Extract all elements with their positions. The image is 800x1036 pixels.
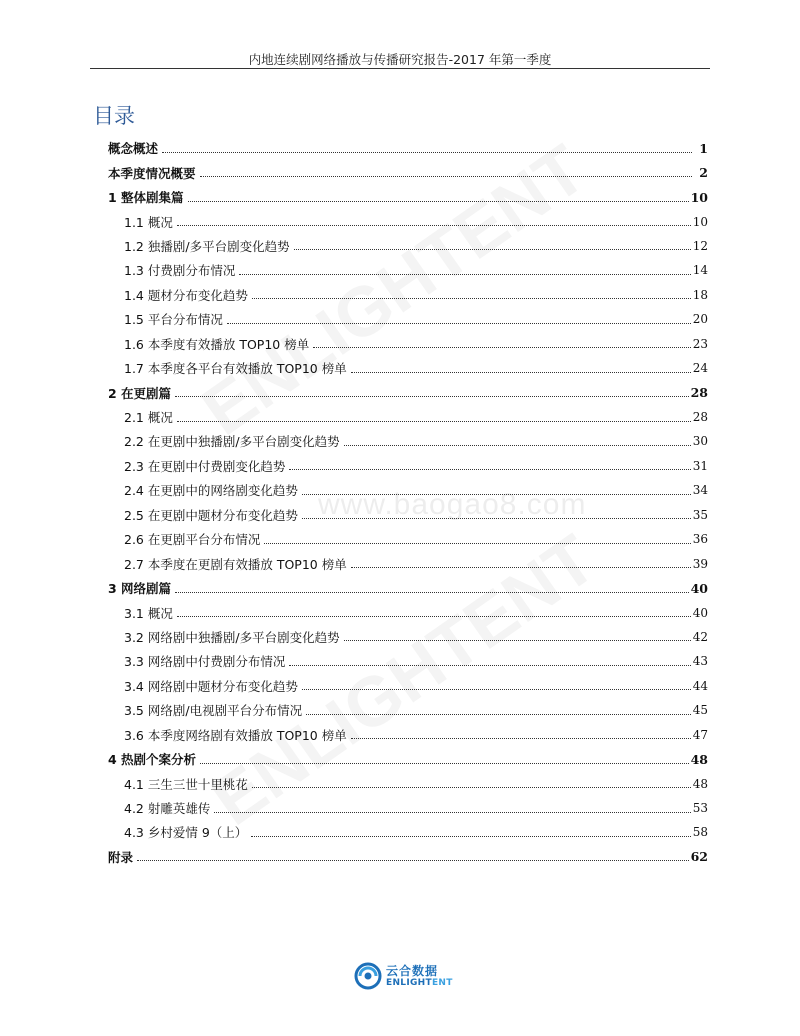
logo-swirl-icon (354, 962, 382, 990)
toc-dot-leader (289, 469, 690, 470)
toc-entry-title: 1.6 本季度有效播放 TOP10 榜单 (124, 336, 310, 352)
toc-entry[interactable] (108, 478, 708, 502)
toc-entry[interactable] (108, 160, 708, 184)
toc-dot-leader (302, 689, 691, 690)
toc-entry-page: 53 (692, 801, 708, 816)
toc-entry[interactable] (108, 258, 708, 282)
toc-entry-title: 3.3 网络剧中付费剧分布情况 (124, 654, 286, 670)
toc-entry-title: 2.7 本季度在更剧有效播放 TOP10 榜单 (124, 556, 347, 572)
toc-entry-page: 28 (690, 385, 708, 401)
toc-dot-leader (188, 201, 689, 202)
toc-entry-title: 3.5 网络剧/电视剧平台分布情况 (124, 703, 303, 719)
toc-entry-title: 1.1 概况 (124, 214, 173, 230)
toc-entry-page: 44 (692, 678, 708, 693)
toc-entry-page: 40 (690, 580, 708, 596)
toc-entry[interactable] (108, 576, 708, 600)
toc-dot-leader (351, 372, 691, 373)
toc-entry-title: 3 网络剧篇 (108, 581, 172, 597)
toc-dot-leader (214, 812, 690, 813)
toc-entry[interactable] (108, 625, 708, 649)
toc-dot-leader (306, 714, 691, 715)
toc-entry-page: 31 (692, 458, 708, 473)
toc-entry-page: 34 (692, 483, 708, 498)
toc-entry[interactable] (108, 185, 708, 209)
toc-dot-leader (137, 860, 689, 861)
toc-entry[interactable] (108, 845, 708, 869)
toc-entry-page: 18 (692, 287, 708, 302)
toc-entry-title: 附录 (108, 849, 134, 865)
toc-entry-page: 48 (690, 751, 708, 767)
toc-entry-title: 2.5 在更剧中题材分布变化趋势 (124, 507, 298, 523)
toc-entry-title: 3.1 概况 (124, 605, 173, 621)
toc-entry[interactable] (108, 454, 708, 478)
toc-dot-leader (177, 421, 691, 422)
toc-entry[interactable] (108, 332, 708, 356)
toc-entry-title: 2.2 在更剧中独播剧/多平台剧变化趋势 (124, 434, 340, 450)
toc-dot-leader (264, 543, 690, 544)
header-divider (90, 68, 710, 69)
toc-entry[interactable] (108, 698, 708, 722)
toc-dot-leader (175, 592, 689, 593)
toc-entry-page: 2 (699, 165, 708, 181)
toc-entry[interactable] (108, 771, 708, 795)
toc-dot-leader (294, 249, 691, 250)
toc-entry-title: 本季度情况概要 (108, 165, 196, 181)
toc-dot-leader (302, 518, 691, 519)
toc-dot-leader (252, 787, 691, 788)
toc-entry-page: 1 (699, 140, 708, 156)
toc-entry[interactable] (108, 405, 708, 429)
toc-entry-page: 48 (692, 776, 708, 791)
toc-entry[interactable] (108, 600, 708, 624)
toc-entry-title: 1.5 平台分布情况 (124, 312, 223, 328)
toc-entry[interactable] (108, 820, 708, 844)
toc-entry-title: 3.6 本季度网络剧有效播放 TOP10 榜单 (124, 727, 347, 743)
toc-entry[interactable] (108, 674, 708, 698)
page-header: 内地连续剧网络播放与传播研究报告-2017 年第一季度 (248, 52, 552, 67)
toc-entry-page: 43 (692, 654, 708, 669)
toc-entry-page: 47 (692, 727, 708, 742)
toc-entry-page: 14 (692, 263, 708, 278)
toc-entry-title: 1.3 付费剧分布情况 (124, 263, 236, 279)
toc-entry[interactable] (108, 649, 708, 673)
toc-entry-page: 10 (692, 214, 708, 229)
toc-entry-page: 42 (692, 629, 708, 644)
toc-entry-page: 36 (692, 532, 708, 547)
toc-dot-leader (227, 323, 691, 324)
toc-entry-title: 2.6 在更剧平台分布情况 (124, 532, 261, 548)
toc-entry-title: 3.4 网络剧中题材分布变化趋势 (124, 678, 298, 694)
watermark-url: www.baogao8.com (318, 488, 587, 521)
toc-dot-leader (252, 298, 691, 299)
toc-entry-title: 1.2 独播剧/多平台剧变化趋势 (124, 238, 290, 254)
toc-entry-page: 62 (690, 849, 708, 865)
toc-entry[interactable] (108, 527, 708, 551)
toc-entry-title: 4.3 乡村爱情 9（上） (124, 825, 248, 841)
toc-dot-leader (200, 176, 692, 177)
toc-dot-leader (175, 396, 689, 397)
toc-entry-page: 39 (692, 556, 708, 571)
toc-dot-leader (344, 640, 691, 641)
toc-entry-title: 2.4 在更剧中的网络剧变化趋势 (124, 483, 298, 499)
logo-chinese-text: 云合数据 (386, 963, 439, 978)
toc-entry[interactable] (108, 551, 708, 575)
toc-dot-leader (177, 616, 691, 617)
table-of-contents (108, 136, 708, 869)
toc-entry-title: 1 整体剧集篇 (108, 190, 184, 206)
toc-entry-page: 10 (690, 189, 708, 205)
toc-entry-page: 45 (692, 703, 708, 718)
toc-entry-page: 28 (692, 410, 708, 425)
toc-entry-page: 35 (692, 507, 708, 522)
toc-entry-title: 1.7 本季度各平台有效播放 TOP10 榜单 (124, 361, 347, 377)
toc-heading: 目录 (93, 104, 135, 128)
toc-entry[interactable] (108, 723, 708, 747)
toc-entry[interactable] (108, 503, 708, 527)
toc-entry[interactable] (108, 380, 708, 404)
toc-entry-title: 4.2 射雕英雄传 (124, 801, 211, 817)
toc-entry-page: 23 (692, 336, 708, 351)
toc-entry-page: 58 (692, 825, 708, 840)
toc-entry-title: 4.1 三生三世十里桃花 (124, 776, 248, 792)
toc-entry-page: 24 (692, 361, 708, 376)
toc-dot-leader (251, 836, 690, 837)
logo-english-text: ENLIGHTENT (386, 977, 453, 988)
company-logo (354, 960, 454, 992)
toc-dot-leader (200, 763, 689, 764)
toc-entry[interactable] (108, 234, 708, 258)
toc-dot-leader (177, 225, 691, 226)
toc-entry[interactable] (108, 307, 708, 331)
toc-entry-page: 20 (692, 312, 708, 327)
toc-entry[interactable] (108, 283, 708, 307)
toc-entry[interactable] (108, 747, 708, 771)
toc-entry-page: 12 (692, 238, 708, 253)
toc-entry-title: 2.1 概况 (124, 410, 173, 426)
toc-entry-title: 1.4 题材分布变化趋势 (124, 287, 248, 303)
toc-entry[interactable] (108, 209, 708, 233)
toc-dot-leader (351, 738, 691, 739)
toc-entry[interactable] (108, 429, 708, 453)
toc-entry-title: 3.2 网络剧中独播剧/多平台剧变化趋势 (124, 629, 340, 645)
toc-entry-page: 40 (692, 605, 708, 620)
toc-dot-leader (162, 152, 692, 153)
toc-entry-title: 4 热剧个案分析 (108, 752, 197, 768)
toc-dot-leader (302, 494, 691, 495)
toc-dot-leader (344, 445, 691, 446)
toc-dot-leader (313, 347, 691, 348)
toc-entry[interactable] (108, 796, 708, 820)
toc-entry-title: 2.3 在更剧中付费剧变化趋势 (124, 458, 286, 474)
toc-dot-leader (289, 665, 690, 666)
toc-dot-leader (239, 274, 690, 275)
toc-entry[interactable] (108, 356, 708, 380)
toc-dot-leader (351, 567, 691, 568)
toc-entry-page: 30 (692, 434, 708, 449)
toc-entry-title: 2 在更剧篇 (108, 385, 172, 401)
toc-entry-title: 概念概述 (108, 141, 159, 157)
toc-entry[interactable] (108, 136, 708, 160)
